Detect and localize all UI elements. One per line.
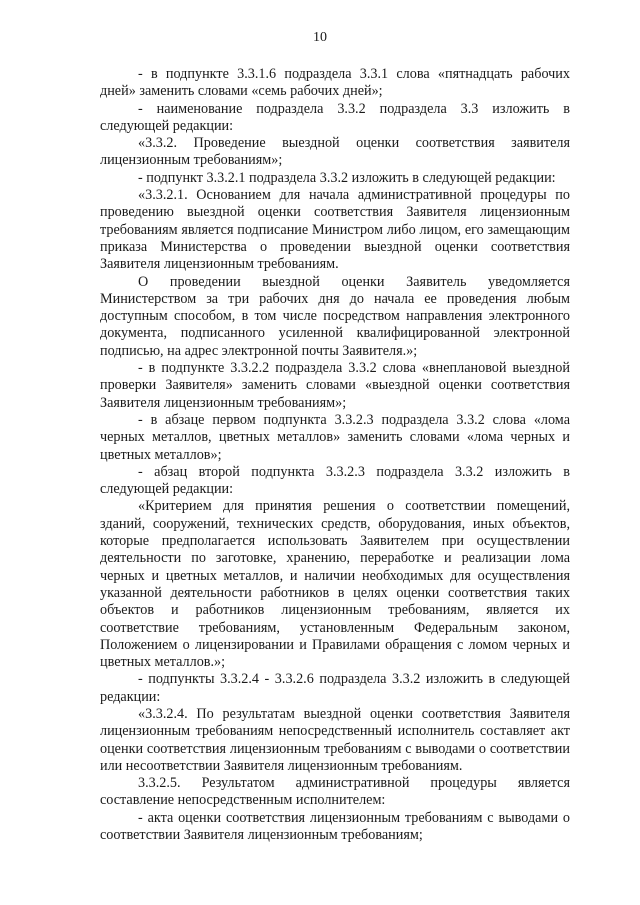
- paragraph: «3.3.2.1. Основанием для начала административной процедуры по проведению выездной оценки соответствия Заявителя лицензионным требованиям является подписание Министром либо лицом, его замещающим приказа Министерства о проведении выездной оценки соответствия Заявителя лицензионным требованиям.: [100, 187, 570, 273]
- paragraph: - абзац второй подпункта 3.3.2.3 подраздела 3.3.2 изложить в следующей редакции:: [100, 463, 570, 498]
- page-number: 10: [313, 30, 327, 45]
- paragraph: - наименование подраздела 3.3.2 подраздела 3.3 изложить в следующей редакции:: [100, 100, 570, 134]
- paragraph: - в подпункте 3.3.1.6 подраздела 3.3.1 слова «пятнадцать рабочих дней» заменить словами «семь рабочих дней»;: [100, 66, 570, 100]
- paragraph: - подпункт 3.3.2.1 подраздела 3.3.2 изложить в следующей редакции:: [138, 169, 556, 186]
- paragraph: О проведении выездной оценки Заявитель уведомляется Министерством за три рабочих дня до начала ее проведения любым доступным способом, в том числе посредством направления электронного документа, подписанного усиленной квалифицированной электронной подписью, на адрес электронной почты Заявителя.»;: [100, 273, 570, 359]
- document-body: [100, 66, 570, 844]
- paragraph: 3.3.2.5. Результатом административной процедуры является составление непосредственным исполнителем:: [100, 775, 570, 809]
- paragraph: - в подпункте 3.3.2.2 подраздела 3.3.2 слова «внеплановой выездной проверки Заявителя» заменить словами «выездной оценки соответствия Заявителя лицензионным требованиям»;: [100, 360, 570, 411]
- paragraph: «3.3.2.4. По результатам выездной оценки соответствия Заявителя лицензионным требованиям непосредственный исполнитель составляет акт оценки соответствия лицензионным требованиям с выводами о соответствии или несоответствии Заявителя лицензионным требованиям.: [100, 705, 570, 774]
- paragraph: - подпункты 3.3.2.4 - 3.3.2.6 подраздела 3.3.2 изложить в следующей редакции:: [100, 671, 570, 705]
- paragraph: «3.3.2. Проведение выездной оценки соответствия заявителя лицензионным требованиям»;: [100, 135, 570, 169]
- paragraph: «Критерием для принятия решения о соответствии помещений, зданий, сооружений, технических средств, оборудования, иных объектов, которые предполагается использовать Заявителем при осуществлении деятельности по заготовке, хранению, переработке и реализации лома черных и цветных металлов, и наличии необходимых для осуществления указанной деятельности работников в целях оценки соответствия таких объектов и работников лицензионным требованиям, является их соответствие требованиям, установленным Федеральным законом, Положением о лицензировании и Правилами обращения с ломом черных и цветных металлов.»;: [100, 498, 570, 671]
- paragraph: - акта оценки соответствия лицензионным требованиям с выводами о соответствии Заявителя лицензионным требованиям;: [100, 809, 570, 844]
- paragraph: - в абзаце первом подпункта 3.3.2.3 подраздела 3.3.2 слова «лома черных металлов, цветных металлов» заменить словами «лома черных и цветных металлов»;: [100, 411, 570, 463]
